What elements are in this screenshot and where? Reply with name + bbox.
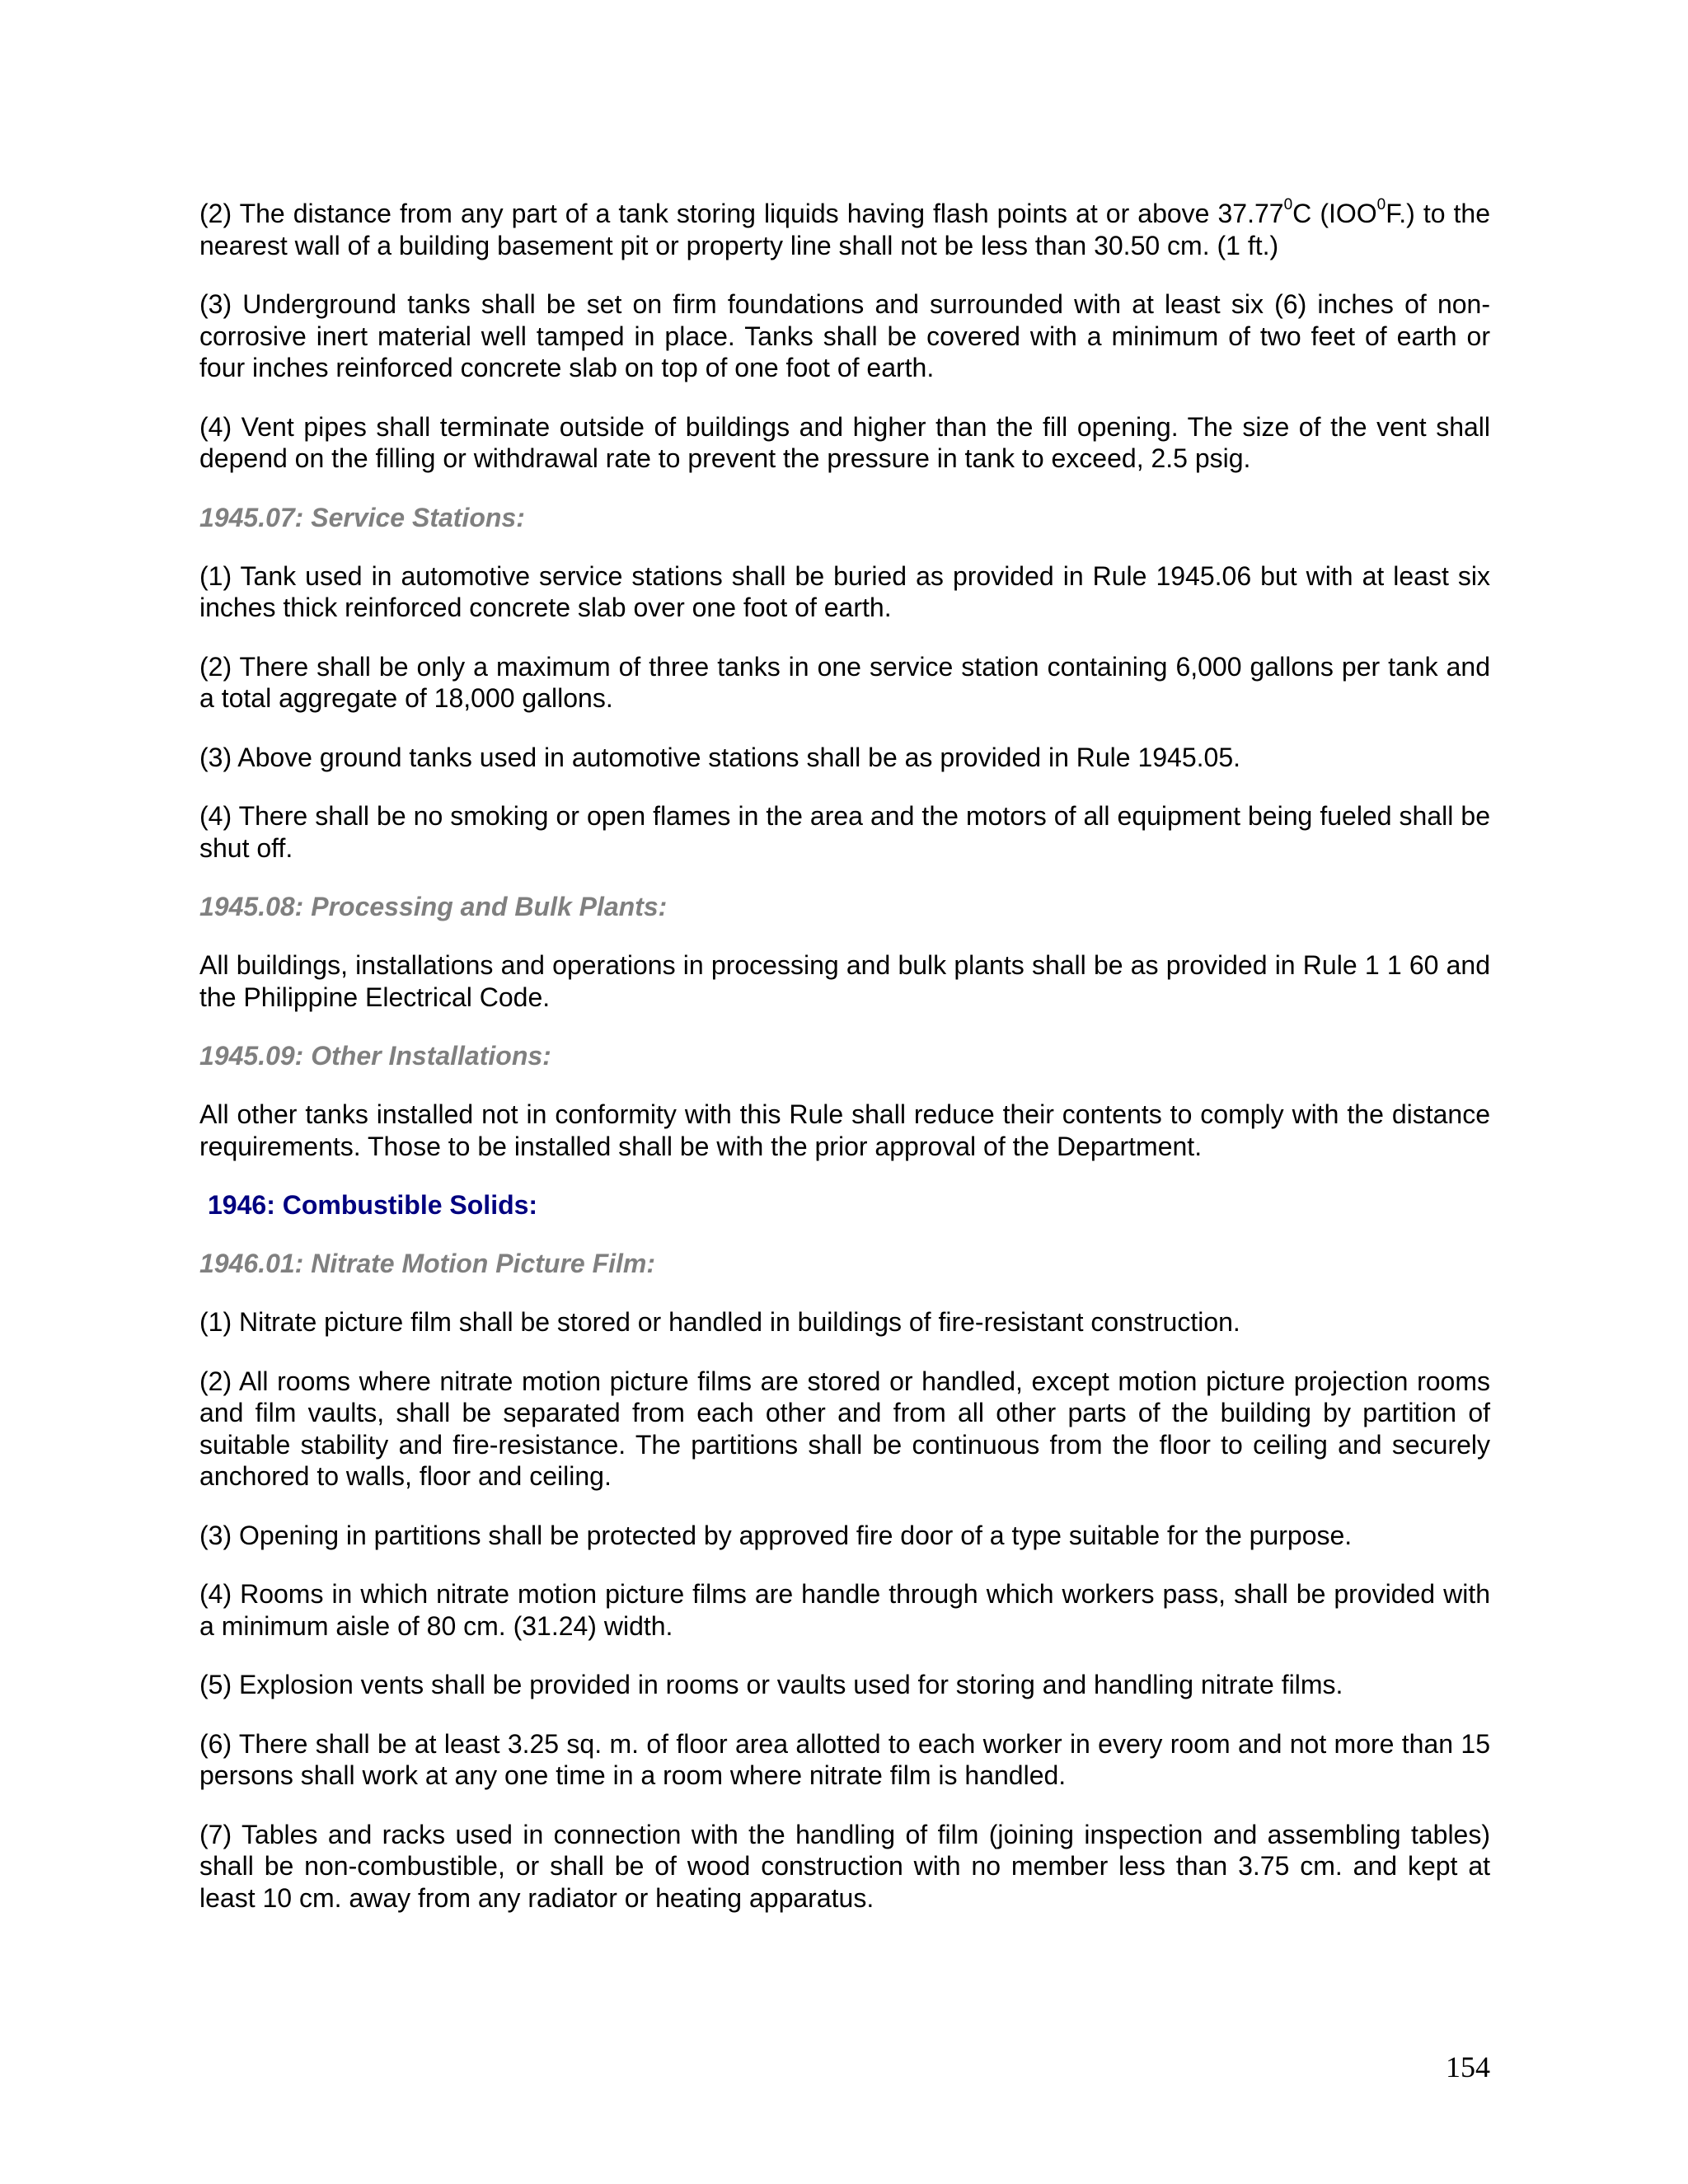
paragraph-above-ground-tanks: (3) Above ground tanks used in automotive stations shall be as provided in Rule 1945.05. bbox=[199, 742, 1241, 772]
text-segment: (2) The distance from any part of a tank storing liquids having flash points at or above 37.77 bbox=[199, 199, 1284, 228]
paragraph-no-smoking: (4) There shall be no smoking or open flames in the area and the motors of all equipment being fueled shall be shut off. bbox=[199, 801, 1490, 863]
paragraph-nitrate-storage: (1) Nitrate picture film shall be stored or handled in buildings of fire-resistant construction. bbox=[199, 1307, 1240, 1337]
paragraph-floor-area: (6) There shall be at least 3.25 sq. m. of floor area allotted to each worker in every room and not more than 15 persons shall work at any one time in a room where nitrate film is handled. bbox=[199, 1728, 1490, 1790]
paragraph-tank-distance bbox=[199, 198, 1490, 261]
page-number: 154 bbox=[1446, 2050, 1490, 2083]
paragraph-underground-tanks: (3) Underground tanks shall be set on firm foundations and surrounded with at least six (6) inches of non-corrosive inert material well tamped in place. Tanks shall be covered with a minimum of two feet of earth or four inches reinforced concrete slab on top of one foot of earth. bbox=[199, 289, 1490, 382]
superscript-degree: 0 bbox=[1376, 196, 1386, 214]
paragraph-vent-pipes: (4) Vent pipes shall terminate outside of buildings and higher than the fill opening. The size of the vent shall depend on the filling or withdrawal rate to prevent the pressure in tank to exceed, 2.5 psig. bbox=[199, 411, 1490, 473]
paragraph-service-tank-buried: (1) Tank used in automotive service stations shall be buried as provided in Rule 1945.06 but with at least six inches thick reinforced concrete slab over one foot of earth. bbox=[199, 560, 1490, 622]
paragraph-explosion-vents: (5) Explosion vents shall be provided in rooms or vaults used for storing and handling nitrate films. bbox=[199, 1670, 1343, 1699]
paragraph-other-installations: All other tanks installed not in conformity with this Rule shall reduce their contents to comply with the distance requirements. Those to be installed shall be with the prior approval of the Department. bbox=[199, 1099, 1490, 1161]
paragraph-max-tanks: (2) There shall be only a maximum of three tanks in one service station containing 6,000 gallons per tank and a total aggregate of 18,000 gallons. bbox=[199, 651, 1490, 713]
heading-combustible-solids: 1946: Combustible Solids: bbox=[208, 1190, 538, 1220]
section-heading-service-stations: 1945.07: Service Stations: bbox=[199, 502, 525, 532]
text-segment: C (IOO bbox=[1292, 199, 1377, 228]
paragraph-tables-racks: (7) Tables and racks used in connection with the handling of film (joining inspection and assembling tables) shall be non-combustible, or shall be of wood construction with no member less than 3.75 cm. and kept at least 10 cm. away from any radiator or heating apparatus. bbox=[199, 1819, 1490, 1913]
paragraph-fire-door: (3) Opening in partitions shall be protected by approved fire door of a type suitable for the purpose. bbox=[199, 1520, 1353, 1550]
page-body bbox=[199, 198, 1490, 1941]
text-segment: F.) to the nearest wall of a building basement pit or property line shall not be less than 30.50 cm. (1 ft.) bbox=[199, 199, 1491, 260]
paragraph-processing-plants: All buildings, installations and operations in processing and bulk plants shall be as provided in Rule 1 1 60 and the Philippine Electrical Code. bbox=[199, 950, 1490, 1012]
superscript-degree: 0 bbox=[1283, 196, 1293, 214]
paragraph-room-separation: (2) All rooms where nitrate motion picture films are stored or handled, except motion picture projection rooms and film vaults, shall be separated from each other and from all other parts of the building by partition of suitable stability and fire-resistance. The partitions shall be continuous from the floor to ceiling and securely anchored to walls, floor and ceiling. bbox=[199, 1366, 1490, 1491]
section-heading-other-installations: 1945.09: Other Installations: bbox=[199, 1041, 551, 1071]
section-heading-nitrate-film: 1946.01: Nitrate Motion Picture Film: bbox=[199, 1249, 656, 1278]
section-heading-processing-plants: 1945.08: Processing and Bulk Plants: bbox=[199, 892, 668, 921]
paragraph-aisle-width: (4) Rooms in which nitrate motion picture films are handle through which workers pass, shall be provided with a minimum aisle of 80 cm. (31.24) width. bbox=[199, 1579, 1490, 1641]
